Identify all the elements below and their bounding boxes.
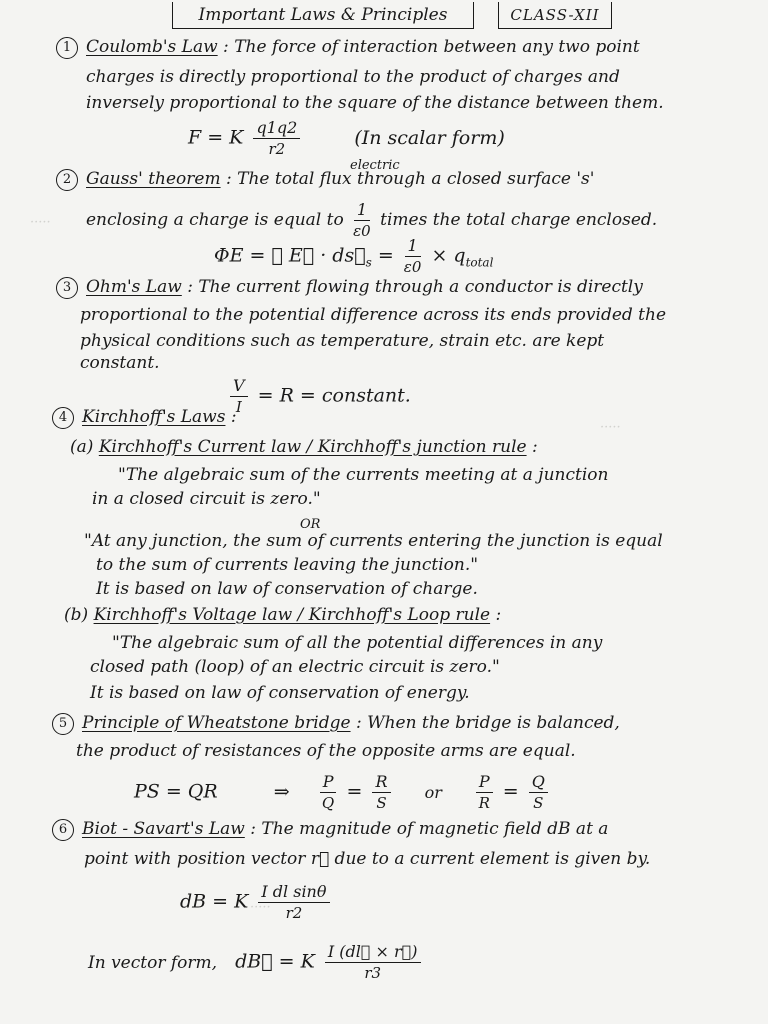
gauss-line2 (86, 200, 657, 241)
item-number: 6 (52, 819, 74, 841)
kcl-heading-line (70, 436, 538, 458)
numerator: R (372, 772, 390, 793)
colon: : (531, 437, 538, 457)
numerator: Q (529, 772, 548, 793)
biot-heading-line: 6 Biot - Savart's Law : The magnitude of magnetic field dB at a (52, 818, 608, 841)
class-label: CLASS-XII (498, 2, 612, 29)
coulomb-equation (188, 118, 505, 159)
equation-rhs: = R = constant. (257, 384, 411, 407)
equation-lhs: dB = K (180, 890, 249, 913)
implies-arrow: ⇒ (273, 780, 290, 803)
biot-vector-equation (88, 942, 425, 983)
numerator: I (dl⃗ × r⃗) (325, 942, 421, 963)
fraction (476, 772, 493, 813)
ohm-line4: constant. (80, 353, 160, 373)
kvl-heading-line (64, 604, 501, 626)
numerator: 1 (354, 200, 370, 221)
gauss-heading-line: 2 Gauss' theorem : The total flux through a closed surface 's' (56, 168, 594, 191)
item-number: 3 (56, 277, 78, 299)
ohm-equation (226, 376, 411, 417)
equation-lhs: F = K (188, 126, 244, 149)
equation-lhs: PS = QR (134, 780, 218, 803)
kvl-line1: "The algebraic sum of all the potential differences in any (112, 633, 603, 653)
coulomb-heading-line: 1 Coulomb's Law : The force of interaction between any two point (56, 36, 640, 59)
vector-form-intro: In vector form, (88, 952, 218, 973)
kcl-line3: "At any junction, the sum of currents entering the junction is equal (84, 531, 663, 551)
kcl-line5: It is based on law of conservation of charge. (96, 579, 478, 599)
biot-equation (180, 882, 334, 923)
equals-sign: = (346, 780, 363, 803)
kirchhoff-heading: Kirchhoff's Laws (82, 407, 226, 427)
numerator: I dl sinθ (258, 882, 329, 903)
fraction (353, 200, 371, 241)
fraction (325, 942, 421, 983)
denominator: S (533, 794, 544, 812)
numerator: V (230, 376, 248, 397)
equation-lhs: ΦE = (214, 244, 266, 267)
kvl-line2: closed path (loop) of an electric circuit is zero." (90, 657, 500, 677)
denominator: S (376, 794, 387, 812)
integral-subscript: s (365, 255, 372, 270)
surface-integral: ∮ E⃗ · ds⃗ (271, 244, 366, 267)
numerator: P (320, 772, 337, 793)
denominator: r2 (285, 904, 303, 922)
denominator: R (478, 794, 490, 812)
kcl-heading: Kirchhoff's Current law / Kirchhoff's junction rule (98, 437, 527, 457)
denominator: Q (321, 794, 335, 812)
coulomb-line3: inversely proportional to the square of the distance between them. (86, 93, 664, 113)
gauss-heading: Gauss' theorem (86, 169, 221, 189)
fraction (372, 772, 390, 813)
kcl-label: (a) (70, 437, 94, 457)
kirchhoff-heading-line (52, 406, 237, 429)
equals-sign: = (377, 244, 394, 267)
page-title: Important Laws & Principles (172, 2, 474, 29)
wheatstone-line2: the product of resistances of the opposite arms are equal. (76, 741, 576, 761)
item-number: 2 (56, 169, 78, 191)
wheatstone-heading-line: 5 Principle of Wheatstone bridge : When the bridge is balanced, (52, 712, 620, 735)
coulomb-line1: The force of interaction between any two point (234, 37, 640, 57)
equation-lhs: dB⃗ = K (235, 950, 315, 973)
kcl-line1: "The algebraic sum of the currents meeting at a junction (118, 465, 609, 485)
equals-sign: = (502, 780, 519, 803)
denominator: I (235, 398, 242, 416)
ohm-line1: The current flowing through a conductor is directly (198, 277, 643, 297)
denominator: ε0 (353, 222, 371, 240)
gauss-line1: The total flux through a closed surface 's' (237, 169, 595, 189)
scalar-form-note: (In scalar form) (354, 126, 505, 149)
denominator: ε0 (403, 258, 422, 276)
kvl-line3: It is based on law of conservation of energy. (90, 683, 470, 703)
ohm-line2: proportional to the potential difference across its ends provided the (80, 305, 667, 325)
ohm-line3: physical conditions such as temperature, strain etc. are kept (80, 331, 605, 351)
biot-line2: point with position vector r⃗ due to a current element is given by. (84, 849, 651, 869)
bleed-through-text: ····· (30, 215, 51, 230)
denominator: r3 (364, 964, 382, 982)
coulomb-line2: charges is directly proportional to the product of charges and (86, 67, 620, 87)
gauss-line2b: times the total charge enclosed. (380, 210, 658, 230)
kcl-line2: in a closed circuit is zero." (92, 489, 321, 509)
equation-rhs: × q (431, 244, 466, 267)
kvl-label: (b) (64, 605, 89, 625)
ohm-heading: Ohm's Law (86, 277, 182, 297)
gauss-line2a: enclosing a charge is equal to (86, 210, 344, 230)
biot-line1: The magnitude of magnetic field dB at a (261, 819, 609, 839)
or-label: OR (300, 517, 321, 532)
numerator: q1q2 (253, 118, 300, 139)
bleed-through-text: ····· (250, 900, 271, 915)
item-number: 1 (56, 37, 78, 59)
wheatstone-equation (134, 772, 552, 813)
colon: : (230, 407, 237, 427)
fraction (253, 118, 300, 159)
fraction (529, 772, 548, 813)
wheatstone-line1: When the bridge is balanced, (367, 713, 620, 733)
numerator: P (476, 772, 493, 793)
fraction (320, 772, 337, 813)
coulomb-heading: Coulomb's Law (86, 37, 218, 57)
biot-heading: Biot - Savart's Law (82, 819, 245, 839)
colon: : (495, 605, 502, 625)
fraction (258, 882, 329, 923)
item-number: 5 (52, 713, 74, 735)
wheatstone-heading: Principle of Wheatstone bridge (82, 713, 351, 733)
ohm-heading-line: 3 Ohm's Law : The current flowing through a conductor is directly (56, 276, 643, 299)
denominator: r2 (268, 140, 286, 158)
or-word: or (424, 782, 442, 802)
kcl-line4: to the sum of currents leaving the junction." (96, 555, 479, 575)
numerator: 1 (405, 236, 421, 257)
item-number: 4 (52, 407, 74, 429)
gauss-equation (214, 236, 493, 277)
rhs-subscript: total (465, 255, 494, 270)
fraction (404, 236, 422, 277)
kvl-heading: Kirchhoff's Voltage law / Kirchhoff's Loop rule (93, 605, 491, 625)
bleed-through-text: ····· (600, 420, 621, 435)
gauss-insert-word: electric (350, 158, 400, 173)
